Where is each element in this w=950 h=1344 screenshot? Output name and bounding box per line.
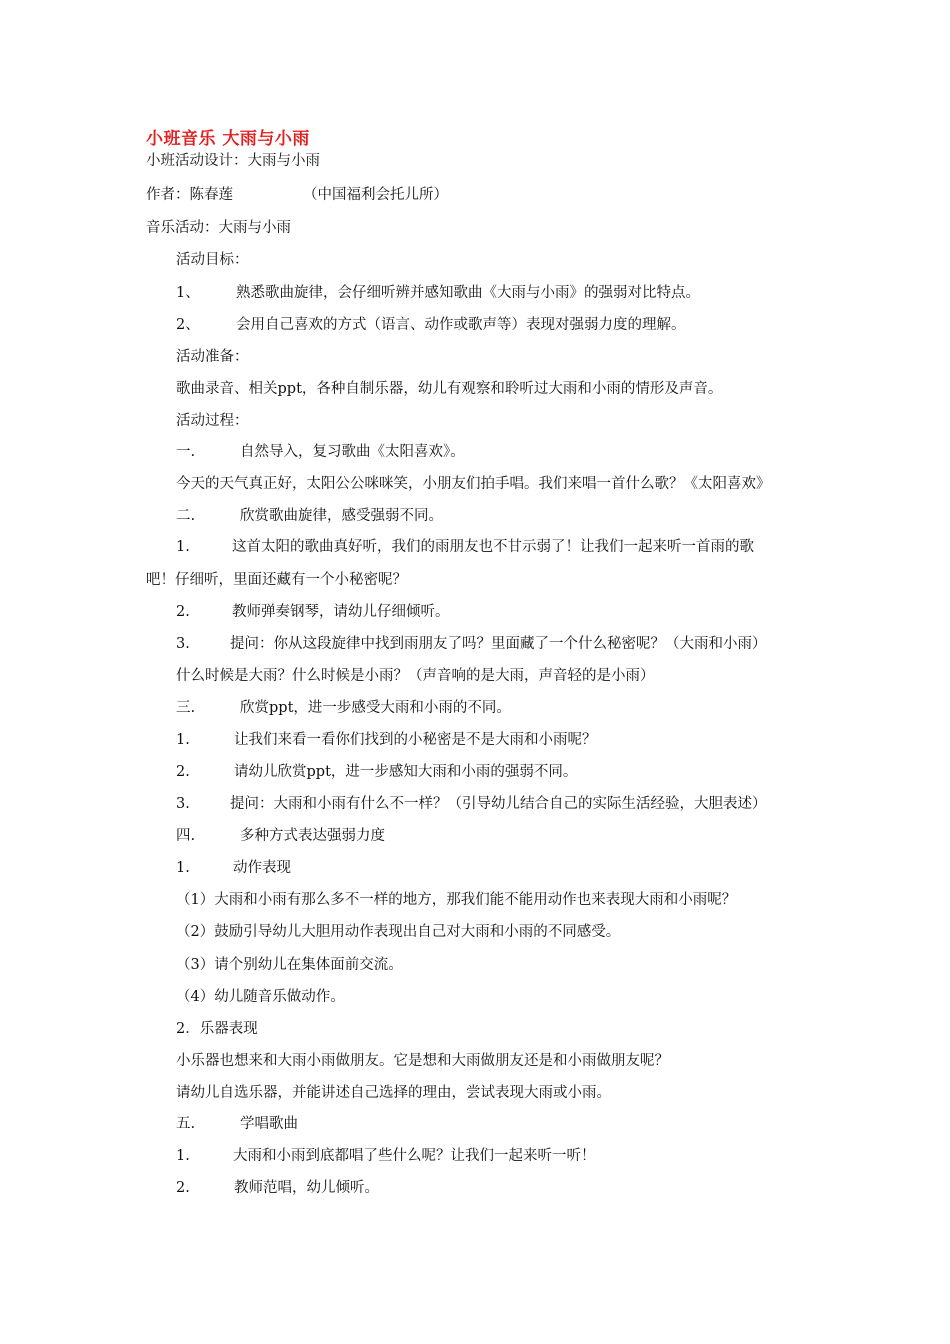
section-text: 欣赏歌曲旋律，感受强弱不同。	[240, 508, 443, 524]
item-text: 请幼儿欣赏ppt，进一步感知大雨和小雨的强弱不同。	[234, 764, 578, 780]
paragraph-continuation: 什么时候是大雨？什么时候是小雨？（声音响的是大雨，声音轻的是小雨）	[176, 668, 655, 684]
section-number: 五.	[176, 1116, 196, 1132]
item-text: 这首太阳的歌曲真好听，我们的雨朋友也不甘示弱了！让我们一起来听一首雨的歌	[232, 539, 754, 555]
item-text: 动作表现	[233, 860, 291, 876]
list-item	[176, 762, 577, 782]
list-item	[176, 730, 597, 750]
item-number: 3.	[176, 796, 190, 812]
item-number: 1.	[176, 860, 190, 876]
prep-text: 歌曲录音、相关ppt，各种自制乐器，幼儿有观察和聆听过大雨和小雨的情形及声音。	[176, 381, 723, 397]
list-item	[176, 1178, 379, 1198]
section-heading	[176, 826, 385, 846]
paragraph-continuation: 吧！仔细听，里面还藏有一个小秘密呢？	[146, 572, 407, 588]
section-text: 学唱歌曲	[240, 1116, 298, 1132]
goal-item	[176, 315, 686, 335]
item-text: 大雨和小雨到底都唱了些什么呢？让我们一起来听一听！	[233, 1148, 596, 1164]
section-text: 多种方式表达强弱力度	[240, 828, 385, 844]
section-heading	[176, 1114, 298, 1134]
item-number: 1.	[176, 539, 190, 555]
sub-list-item: （4）幼儿随音乐做动作。	[176, 989, 345, 1005]
list-item	[176, 794, 767, 814]
item-text: 教师范唱，幼儿倾听。	[234, 1180, 379, 1196]
item-number: 2.	[176, 1180, 190, 1196]
paragraph: 今天的天气真正好，太阳公公咪咪笑，小朋友们拍手唱。我们来唱一首什么歌？《太阳喜欢》	[176, 476, 771, 492]
list-item	[176, 1146, 596, 1166]
item-number: 1.	[176, 732, 190, 748]
document-subtitle: 小班活动设计：大雨与小雨	[146, 153, 320, 169]
author-name: 作者：陈春莲	[146, 187, 233, 203]
item-number: 1.	[176, 1148, 190, 1164]
section-number: 四.	[176, 828, 196, 844]
goal-number: 1、	[176, 285, 200, 301]
item-text: 提问：你从这段旋律中找到雨朋友了吗？里面藏了一个什么秘密呢？（大雨和小雨）	[230, 636, 767, 652]
prep-heading: 活动准备：	[176, 349, 249, 365]
list-item	[176, 602, 450, 622]
goal-number: 2、	[176, 317, 200, 333]
author-line	[146, 185, 448, 205]
section-number: 三.	[176, 700, 196, 716]
document-title: 小班音乐 大雨与小雨	[146, 129, 310, 149]
item-text: 提问：大雨和小雨有什么不一样？（引导幼儿结合自己的实际生活经验，大胆表述）	[230, 796, 767, 812]
sub-list-item: （1）大雨和小雨有那么多不一样的地方，那我们能不能用动作也来表现大雨和小雨呢？	[176, 892, 737, 908]
section-text: 自然导入，复习歌曲《太阳喜欢》。	[240, 444, 465, 460]
item-text: 教师弹奏钢琴，请幼儿仔细倾听。	[232, 604, 450, 620]
list-item	[176, 634, 767, 654]
list-item	[176, 858, 291, 878]
subsection-heading: 2．乐器表现	[176, 1021, 258, 1037]
paragraph: 请幼儿自选乐器，并能讲述自己选择的理由，尝试表现大雨或小雨。	[176, 1085, 611, 1101]
section-number: 一.	[176, 444, 196, 460]
goal-text: 会用自己喜欢的方式（语言、动作或歌声等）表现对强弱力度的理解。	[236, 317, 686, 333]
item-number: 2.	[176, 764, 190, 780]
sub-list-item: （3）请个别幼儿在集体面前交流。	[176, 957, 403, 973]
goal-item	[176, 283, 700, 303]
item-number: 3.	[176, 636, 190, 652]
section-text: 欣赏ppt，进一步感受大雨和小雨的不同。	[240, 700, 511, 716]
section-heading	[176, 506, 443, 526]
item-text: 让我们来看一看你们找到的小秘密是不是大雨和小雨呢？	[234, 732, 597, 748]
activity-name: 音乐活动：大雨与小雨	[146, 220, 291, 236]
goals-heading: 活动目标：	[176, 252, 249, 268]
list-item	[176, 537, 754, 557]
paragraph: 小乐器也想来和大雨小雨做朋友。它是想和大雨做朋友还是和小雨做朋友呢？	[176, 1053, 669, 1069]
sub-list-item: （2）鼓励引导幼儿大胆用动作表现出自己对大雨和小雨的不同感受。	[176, 924, 621, 940]
section-heading	[176, 698, 511, 718]
section-number: 二.	[176, 508, 196, 524]
process-heading: 活动过程：	[176, 413, 249, 429]
author-org: （中国福利会托儿所）	[303, 187, 448, 203]
section-heading	[176, 442, 465, 462]
item-number: 2.	[176, 604, 190, 620]
goal-text: 熟悉歌曲旋律，会仔细听辨并感知歌曲《大雨与小雨》的强弱对比特点。	[236, 285, 700, 301]
